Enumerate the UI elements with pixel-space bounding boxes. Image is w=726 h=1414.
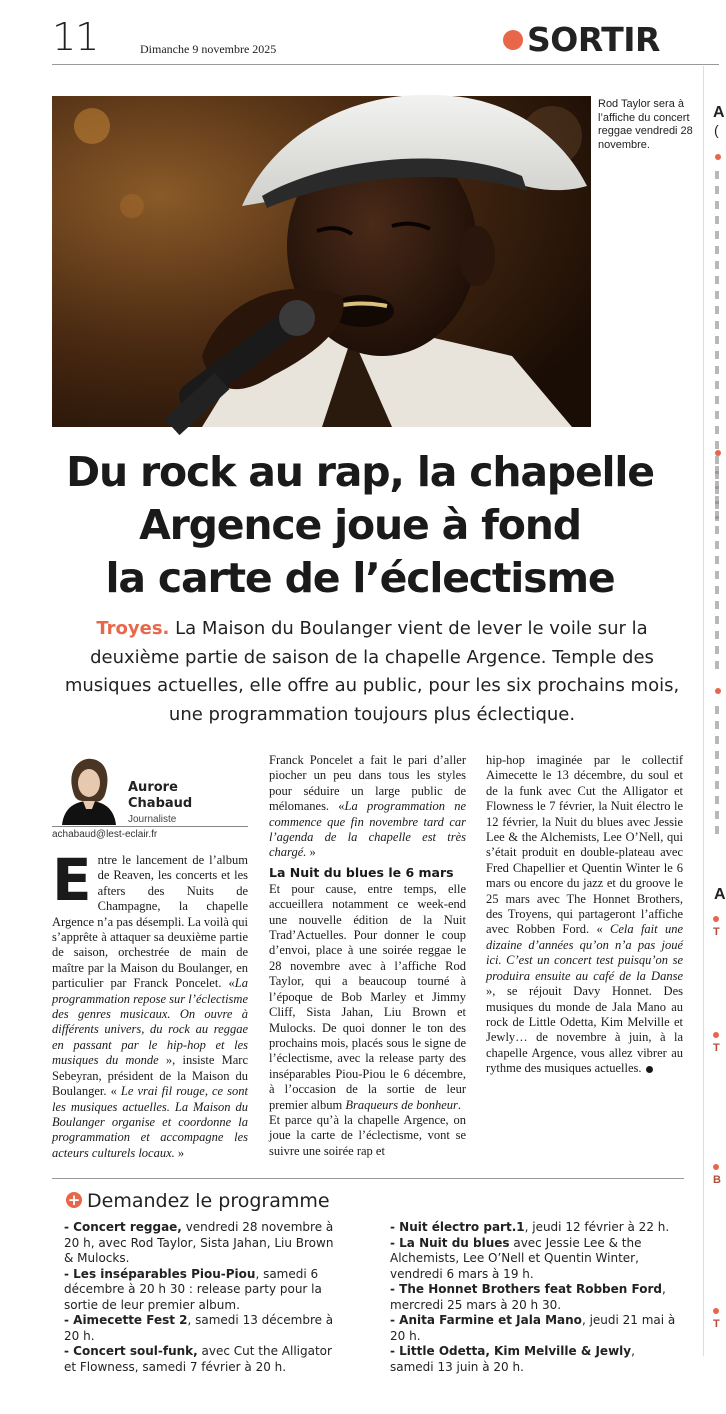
edge-text-lines [715, 466, 719, 676]
event-name: - La Nuit du blues [390, 1235, 510, 1250]
quote: La programmation repose sur l’éclectisme des genres musicaux. On ouvre à différents univers, du rock au reggae en passant par le hip-hop et les musiques du monde [52, 976, 248, 1068]
lead-location: Troyes. [96, 618, 170, 639]
event-name: - The Honnet Brothers feat Robben Ford [390, 1282, 662, 1296]
edge-fragment: A [714, 886, 726, 903]
adjacent-column-edge [703, 66, 726, 1356]
headline-line: Argence joue à fond [139, 501, 581, 549]
programme-divider [52, 1178, 684, 1179]
programme-item [64, 1267, 344, 1314]
programme-item [64, 1220, 344, 1267]
page-date: Dimanche 9 novembre 2025 [140, 42, 277, 56]
edge-fragment: B [713, 1174, 721, 1186]
event-name: - Aimecette Fest 2 [64, 1313, 188, 1327]
programme-item [64, 1313, 344, 1344]
author-divider [52, 826, 248, 827]
text-run: », se réjouit Davy Honnet. Des musiques du monde de Jala Mano au rock de Little Odetta, Kim Melville et Jewly… de novembre à juin, à la chapelle Argence, vous allez vibrer au rythme des musiques actuelles. [486, 984, 683, 1076]
edge-fragment: ( [714, 122, 719, 138]
text-run: » [174, 1145, 185, 1160]
author-avatar [58, 757, 120, 825]
article-subhead: La Nuit du blues le 6 mars [269, 864, 454, 880]
programme-title: Demandez le programme [87, 1190, 330, 1212]
paragraph [486, 753, 683, 1077]
event-details: avec Jessie Lee & the Alchemists, Lee O’Nell et Quentin Winter, vendredi 6 mars à 19 h. [390, 1235, 642, 1281]
event-name: - Concert soul-funk, [64, 1344, 198, 1358]
text-run: », insiste Marc Sebeyran, président de la Maison du Boulanger. « [52, 1053, 248, 1099]
programme-item [64, 1344, 344, 1375]
photo-caption: Rod Taylor sera à l’affiche du concert reggae vendredi 28 novembre. [598, 98, 693, 151]
paragraph [52, 846, 249, 1161]
header-divider [52, 64, 719, 65]
event-details: , jeudi 21 mai à 20 h. [390, 1313, 676, 1343]
author-role: Journaliste [128, 814, 177, 825]
edge-fragment: T [713, 1318, 720, 1330]
text-run: Et pour cause, entre temps, elle accueillera notamment ce week-end une nouvelle édition de la Nuit Trad’Actuelles. Pour donner le coup d’envoi, place à une soirée reggae le 28 novembre avec à l’affiche Rod Taylor, qui a beaucoup tourné à l’époque de Bob Marley et Jimmy Cliff, Sista Jahan, Liu Brown et Mulocks. De quoi donner le ton des prochains mois, placés sous le signe de l’éclectisme, avec la release party des inséparables Piou-Piou le 6 décembre, à l’occasion de la sortie de leur premier album [269, 881, 466, 1112]
paragraph [269, 753, 466, 861]
text-run: ntre le lancement de l’album de Reaven, les concerts et les afters des Nuits de Champagne, la chapelle Argence n’a pas désempli. La voilà qui s’apprête à attaquer sa deuxième partie de saison, orchestrée de main de maître par la Maison du Boulanger, en particulier par Franck Poncelet. « [52, 853, 248, 991]
programme-item [390, 1282, 680, 1313]
edge-dot-icon [713, 1308, 719, 1314]
headline-line: la carte de l’éclectisme [105, 554, 615, 602]
author-last-name: Chabaud [128, 796, 193, 811]
article-headline [30, 446, 690, 605]
plus-circle-icon: + [67, 1191, 81, 1209]
text-run: hip-hop imaginée par le collectif Aimecette le 13 décembre, du soul et de la funk avec Cut the Alligator et Flowness le 7 février, la Nuit électro le 12 février, la Nuit du blues avec Jessie Lee & the Alchemists, Lee O’Nell, qui s’était produit en double-plateau avec Fred Chapellier et Quentin Winter le 6 mars ou encore du jazz et du groove le 25 mars avec The Honnet Brothers, des Troyens, qui partageront l’affiche avec Robben Ford. « [486, 753, 683, 937]
section-name: SORTIR [527, 20, 660, 59]
paragraph [269, 882, 466, 1113]
column-divider [703, 66, 704, 1356]
edge-dot-icon [713, 1032, 719, 1038]
author-first-name: Aurore [128, 780, 178, 795]
edge-fragment: A [713, 104, 725, 121]
edge-fragment: T [713, 1042, 720, 1054]
quote: La programmation ne commence que fin novembre tard car l’agenda de la chapelle est très chargé. [269, 799, 466, 860]
author-email[interactable]: achabaud@lest-eclair.fr [52, 829, 158, 840]
edge-dot-icon [713, 1164, 719, 1170]
text-run: » [306, 845, 316, 860]
event-name: - Anita Farmine et Jala Mano [390, 1313, 582, 1327]
paragraph: Et parce qu’à la chapelle Argence, on joue la carte de l’éclectisme, vont se suivre une soirée rap et [269, 1112, 466, 1158]
event-details: avec Cut the Alligator et Flowness, samedi 7 février à 20 h. [64, 1344, 332, 1374]
article-column-2 [269, 753, 466, 1159]
programme-list-left [64, 1220, 344, 1375]
edge-dot-icon [715, 154, 721, 160]
event-name: - Nuit électro part.1 [390, 1220, 525, 1234]
event-details: , samedi 6 décembre à 20 h 30 : release party pour la sortie de leur premier album. [64, 1266, 322, 1312]
event-details: vendredi 28 novembre à 20 h, avec Rod Taylor, Sista Jahan, Liu Brown & Mulocks. [64, 1220, 334, 1265]
article-photo [52, 96, 591, 427]
event-name: - Concert reggae, [64, 1220, 182, 1234]
lead-text: La Maison du Boulanger vient de lever le voile sur la deuxième partie de saison de la chapelle Argence. Temple des musiques actuelles, elle offre au public, pour les six prochains mois, une programmation toujours plus éclectique. [64, 618, 680, 725]
event-details: , samedi 13 décembre à 20 h. [64, 1313, 334, 1343]
quote: Le vrai fil rouge, ce sont les musiques actuelles. La Maison du Boulanger organise et coordonne la programmation et accompagne les acteurs culturels locaux. [52, 1084, 249, 1160]
edge-dot-icon [713, 916, 719, 922]
programme-item [390, 1236, 680, 1283]
event-details: , samedi 13 juin à 20 h. [390, 1344, 635, 1374]
text-run: Franck Poncelet a fait le pari d’aller piocher un peu dans tous les styles pour séduire un large public de mélomanes. « [269, 753, 466, 814]
edge-fragment: T [713, 926, 720, 938]
end-mark-icon [646, 1066, 653, 1073]
text-run: . [457, 1097, 461, 1112]
author-name [128, 780, 192, 812]
programme-item [390, 1344, 680, 1375]
event-name: - Les inséparables Piou-Piou [64, 1266, 256, 1281]
article-column-1 [52, 846, 249, 1161]
page-number: 11 [52, 15, 99, 59]
programme-item [390, 1220, 680, 1236]
article-column-3 [486, 753, 683, 1077]
event-details: , mercredi 25 mars à 20 h 30. [390, 1282, 666, 1312]
event-details: , jeudi 12 février à 22 h. [524, 1220, 670, 1234]
event-name: - Little Odetta, Kim Melville & Jewly [390, 1344, 632, 1358]
article-lead [52, 615, 692, 729]
album-title: Braqueurs de bonheur [345, 1097, 458, 1112]
headline-line: Du rock au rap, la chapelle [66, 448, 654, 496]
programme-list-right [390, 1220, 680, 1375]
edge-text-lines [715, 706, 719, 836]
programme-item [390, 1313, 680, 1344]
drop-cap: E [52, 846, 92, 914]
quote: Cela fait une dizaine d’années qu’on n’a pas joué ici. C’est un concert test puisqu’on se produira ensuite au café de la Danse [486, 922, 683, 983]
section-dot-icon [503, 30, 523, 50]
edge-dot-icon [715, 688, 721, 694]
